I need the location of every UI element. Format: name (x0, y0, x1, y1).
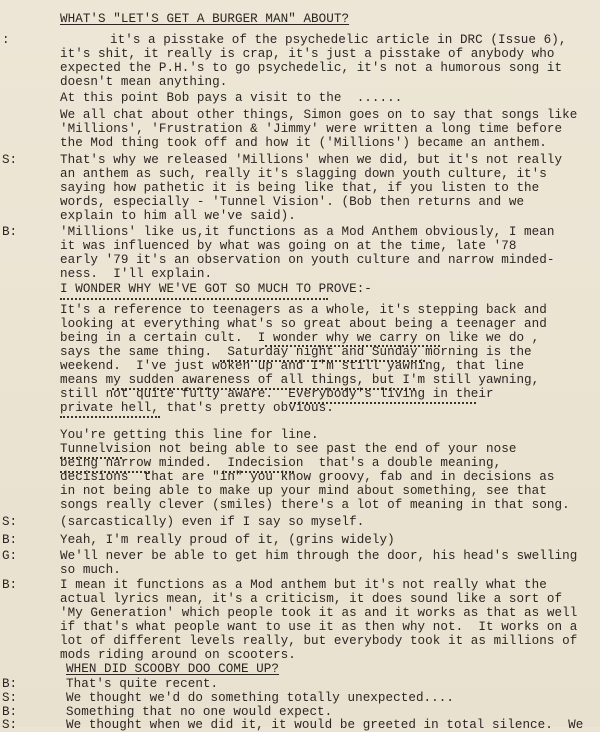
section-heading: WHAT'S "LET'S GET A BURGER MAN" ABOUT? (60, 12, 350, 26)
text-line: if that's what people want to use it as then why not. It works on a (60, 620, 578, 634)
text-line: it's a pisstake of the psychedelic article in DRC (Issue 6), (110, 33, 567, 47)
text-line: expected the P.H.'s to go psychedelic, it's not a humorous song it (60, 61, 563, 75)
text-line: songs really clever (smiles) there's a lot of meaning in that song. (60, 498, 570, 512)
text-line: looking at everything what's so great about being a teenager and (60, 317, 547, 331)
text-line: mods riding around on scooters. (60, 648, 296, 662)
speaker-label: B: (2, 578, 18, 592)
text-line: 'Millions', 'Frustration & 'Jimmy' were written a long time before (60, 122, 563, 136)
text-line: saying how pathetic it is being like that, if you listen to the (60, 181, 540, 195)
text-line: weekend. I've just woken up and I'm still yawning, that line (60, 359, 525, 373)
text-line: words, especially - 'Tunnel Vision'. (Bob then returns and we (60, 195, 525, 209)
text-line: It's a reference to teenagers as a whole, it's stepping back and (60, 303, 547, 317)
text-line: Tunnelvision not being able to see past the end of your nose (60, 442, 517, 456)
text-line: We thought we'd do something totally unexpected.... (66, 691, 454, 705)
text-line: doesn't mean anything. (60, 75, 228, 89)
text-line: private hell, that's pretty obvious. (60, 401, 334, 415)
text-line: it was influenced by what was going on at the time, late '78 (60, 239, 517, 253)
text-line: in not being able to make up your mind about something, see that (60, 484, 547, 498)
text-line: We thought when we did it, it would be greeted in total silence. We (66, 718, 584, 732)
text-line: (sarcastically) even if I say so myself. (60, 515, 365, 529)
text-line: means my sudden awareness of all things, but I'm still yawning, (60, 373, 540, 387)
text-line: That's quite recent. (66, 677, 219, 691)
text-line: 'Millions' like us,it functions as a Mod Anthem obviously, I mean (60, 225, 555, 239)
text-line: says the same thing. Saturday night and Sunday morning is the (60, 345, 532, 359)
speaker-label: : (2, 33, 10, 47)
text-line: early '79 it's an observation on youth culture and narrow minded- (60, 253, 555, 267)
text-line: an anthem as such, really it's slagging down youth culture, it's (60, 167, 547, 181)
text-line: it's shit, it really is crap, it's just a pisstake of anybody who (60, 47, 555, 61)
text-line: At this point Bob pays a visit to the ...... (60, 91, 403, 105)
text-line: Yeah, I'm really proud of it, (grins widely) (60, 533, 395, 547)
text-line: decisions that are "in" you know groovy, fab and in decisions as (60, 470, 555, 484)
text-line: Something that no one would expect. (66, 705, 333, 719)
speaker-label: S: (2, 691, 18, 705)
text-line: ness. I'll explain. (60, 267, 213, 281)
speaker-label: G: (2, 549, 18, 563)
text-line: lot of different levels really, but everybody took it as millions of (60, 634, 578, 648)
speaker-label: B: (2, 705, 18, 719)
dotted-underline (60, 416, 160, 418)
speaker-label: B: (2, 225, 18, 239)
text-line: the Mod thing took off and how it ('Millions') became an anthem. (60, 136, 547, 150)
speaker-label: S: (2, 153, 18, 167)
text-line: explain to him all we've said). (60, 209, 296, 223)
section-heading: I WONDER WHY WE'VE GOT SO MUCH TO PROVE:- (60, 282, 372, 296)
text-line: being narrow minded. Indecision that's a double meaning, (60, 456, 502, 470)
speaker-label: B: (2, 533, 18, 547)
speaker-label: B: (2, 677, 18, 691)
dotted-underline (60, 298, 328, 300)
speaker-label: S: (2, 718, 18, 732)
text-line: being in a certain cult. I wonder why we carry on like we do , (60, 331, 540, 345)
text-line: That's why we released 'Millions' when we did, but it's not really (60, 153, 563, 167)
text-line: still not quite fully aware. Everybody's living in their (60, 387, 494, 401)
text-line: 'My Generation' which people took it as and it works as that as well (60, 606, 578, 620)
speaker-label: S: (2, 515, 18, 529)
section-heading: WHEN DID SCOOBY DOO COME UP? (66, 662, 280, 676)
text-line: I mean it functions as a Mod anthem but it's not really what the (60, 578, 547, 592)
text-line: You're getting this line for line. (60, 428, 319, 442)
text-line: We all chat about other things, Simon goes on to say that songs like (60, 108, 578, 122)
text-line: actual lyrics mean, it's a criticism, it does sound like a sort of (60, 592, 563, 606)
text-line: so much. (60, 563, 121, 577)
text-line: We'll never be able to get him through the door, his head's swelling (60, 549, 578, 563)
